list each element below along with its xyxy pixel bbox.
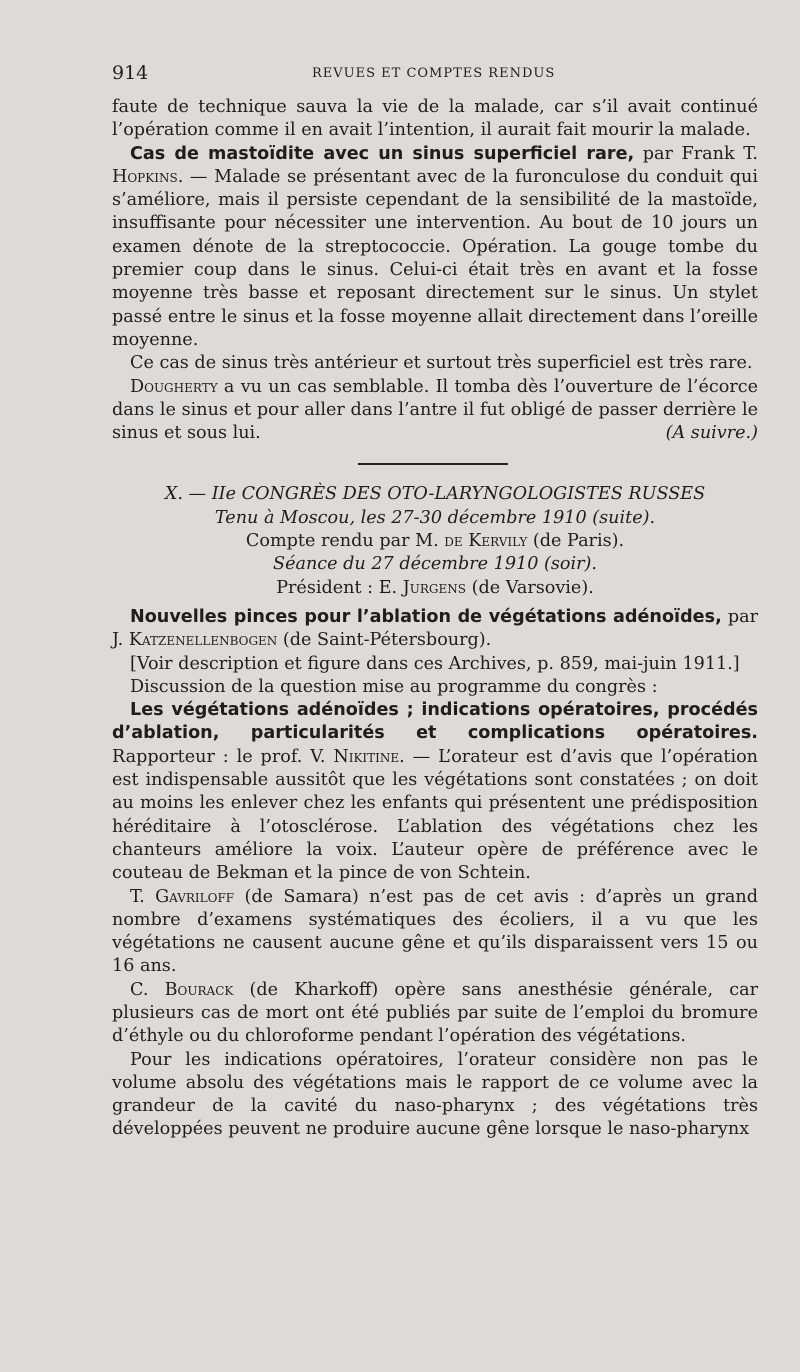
page-number: 914 — [112, 62, 149, 84]
text-run: par Frank T. — [634, 143, 758, 164]
running-title: REVUES ET COMPTES RENDUS — [312, 66, 556, 81]
text-run: . — L’orateur est d’avis que l’opération est indispensable aussitôt que les végétations sont constatées ; on doit au moins les enlever chez les enfants qui présentent une prédisposition héréditaire à l’otosclérose. L’ablation des végétations chez les chanteurs améliore la voix. L’auteur opère de préférence avec le couteau de Bekman et la pince de von Schtein. — [112, 746, 758, 884]
text-run: (de Samara) n’est pas de cet avis : d’après un grand nombre d’examens systématiques des écoliers, il a vu que les végétations ne causent aucune gêne et qu’ils disparaissent vers 15 ou 16 ans. — [112, 886, 758, 977]
author-name: Hopkins — [112, 166, 178, 187]
text-run: . — Malade se présentant avec de la furonculose du conduit qui s’améliore, mais il persiste cependant de la sensibilité de la mastoïde, insuffisante pour nécessiter une intervention. Au bout de 10 jours un examen dénote de la streptococcie. Opération. La gouge tombe du premier coup dans le sinus. Celui-ci était très en avant et la fosse moyenne très basse et reposant directement sur le sinus. Un stylet passé entre le sinus et la fosse moyenne allait directement dans l’oreille moyenne. — [112, 166, 758, 350]
section-held-text: Tenu à Moscou, les 27-30 décembre 1910 (suite). — [214, 507, 656, 528]
section-session — [112, 553, 758, 576]
paragraph-dougherty — [112, 376, 758, 446]
text-run: par J. — [112, 606, 758, 651]
text-run: Président : E. — [276, 577, 403, 598]
author-name: Jurgens — [402, 577, 467, 598]
author-name: Bourack — [164, 979, 234, 1000]
section-session-text: Séance du 27 décembre 1910 (soir). — [273, 554, 597, 575]
text-run: (de Kharkoff) opère sans anesthésie générale, car plusieurs cas de mort ont été publiés par suite de l’emploi du bromure d’éthyle ou du chloroforme pendant l’opération des végétations. — [112, 979, 758, 1047]
section-divider — [358, 463, 508, 465]
paragraph-mastoidite — [112, 143, 758, 353]
section-heading — [112, 483, 758, 599]
paragraph: Ce cas de sinus très antérieur et surtout très superficiel est très rare. — [130, 353, 753, 374]
author-name: Katzenellenbogen — [128, 630, 278, 651]
body-text — [112, 96, 758, 1142]
to-be-continued — [648, 422, 758, 445]
text-run: Rapporteur : le prof. V. — [112, 746, 334, 767]
paragraph: faute de technique sauva la vie de la malade, car s’il avait continué l’opération comme il en avait l’intention, il aurait fait mourir la malade. — [112, 97, 758, 141]
text-run: a vu un cas semblable. Il tomba dès l’ouverture de l’écorce dans le sinus et pour aller dans l’antre il fut obligé de passer derrière le sinus et sous lui. — [112, 376, 758, 444]
author-name: Gavriloff — [155, 886, 235, 907]
paragraph-gavriloff — [112, 886, 758, 979]
page-header — [112, 62, 758, 92]
paragraph-pinces — [112, 606, 758, 653]
author-name: Nikitine — [333, 746, 400, 767]
text-run: (de Saint-Pétersbourg). — [277, 630, 492, 651]
article-title: Cas de mastoïdite avec un sinus superficiel rare, — [130, 143, 635, 164]
article-title: Nouvelles pinces pour l’ablation de végétations adénoïdes, — [130, 606, 722, 627]
paragraph-bourack — [112, 979, 758, 1049]
section-report — [112, 530, 758, 553]
text-run: T. — [130, 886, 156, 907]
section-title-text: X. — IIe CONGRÈS DES OTO-LARYNGOLOGISTES RUSSES — [164, 484, 706, 505]
text-run: Compte rendu par M. — [245, 531, 445, 552]
author-name: de Kervily — [444, 531, 528, 552]
text-run: (de Varsovie). — [466, 577, 594, 598]
paragraph-vegetations — [112, 699, 758, 885]
section-title — [112, 483, 758, 506]
section-president — [112, 577, 758, 600]
to-be-continued-text: (A suivre.) — [665, 423, 758, 444]
article-title: Les végétations adénoïdes ; indications opératoires, procédés d’ablation, particularités et complications opératoires. — [112, 700, 758, 744]
section-held — [112, 507, 758, 530]
paragraph: Discussion de la question mise au programme du congrès : — [130, 676, 658, 697]
text-run: (de Paris). — [527, 531, 625, 552]
paragraph: Pour les indications opératoires, l’orateur considère non pas le volume absolu des végétations mais le rapport de ce volume avec la grandeur de la cavité du naso-pharynx ; des végétations très développées peuvent ne produire aucune gêne lorsque le naso-pharynx — [112, 1049, 758, 1140]
author-name: Dougherty — [130, 376, 218, 397]
paragraph: [Voir description et figure dans ces Archives, p. 859, mai-juin 1911.] — [130, 653, 740, 674]
text-run: C. — [130, 979, 165, 1000]
